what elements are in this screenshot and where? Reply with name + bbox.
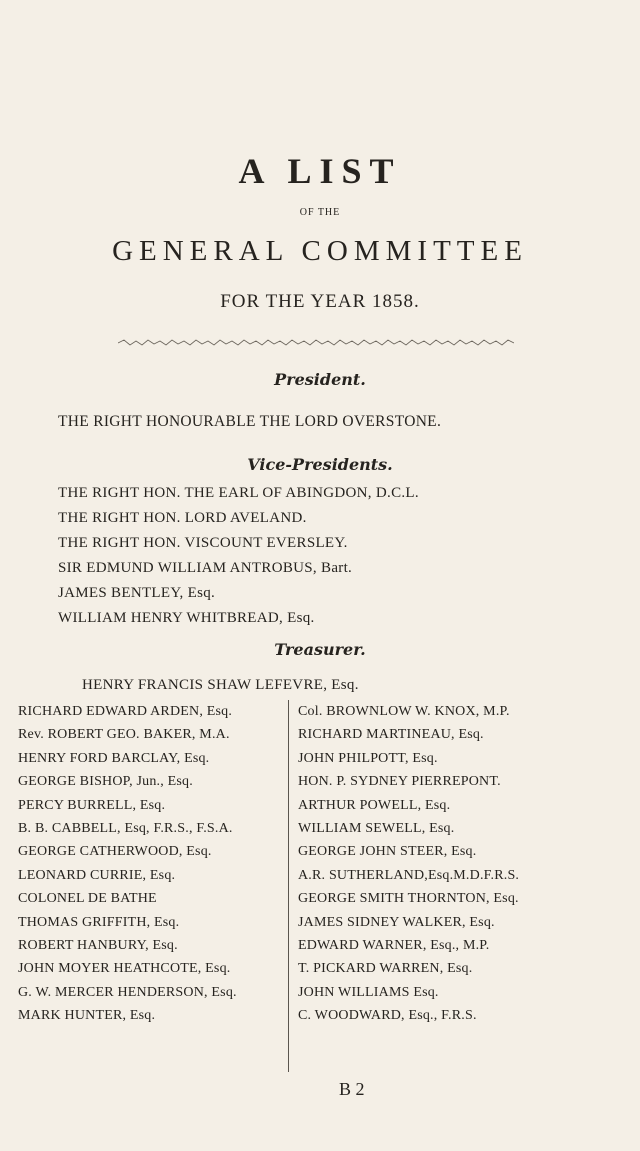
column-divider	[288, 700, 289, 1072]
member-name: HENRY FORD BARCLAY, Esq.	[18, 750, 210, 766]
vice-president-name: THE RIGHT HON. THE EARL OF ABINGDON, D.C.L.	[58, 485, 419, 501]
member-name: JOHN WILLIAMS Esq.	[298, 984, 439, 1000]
member-name: LEONARD CURRIE, Esq.	[18, 867, 176, 883]
vice-president-name: JAMES BENTLEY, Esq.	[58, 585, 216, 601]
vice-presidents-heading: Vice-Presidents.	[247, 455, 393, 474]
page-title: A LIST	[238, 151, 402, 191]
signature-mark: B 2	[339, 1079, 365, 1099]
member-name: JOHN PHILPOTT, Esq.	[298, 750, 438, 766]
member-name: COLONEL DE BATHE	[18, 891, 157, 907]
member-name: T. PICKARD WARREN, Esq.	[298, 961, 473, 977]
member-name: EDWARD WARNER, Esq., M.P.	[298, 937, 490, 953]
vice-president-name: SIR EDMUND WILLIAM ANTROBUS, Bart.	[58, 560, 353, 576]
president-name: THE RIGHT HONOURABLE THE LORD OVERSTONE.	[58, 413, 442, 430]
member-name: HON. P. SYDNEY PIERREPONT.	[298, 774, 501, 790]
vice-president-name: THE RIGHT HON. VISCOUNT EVERSLEY.	[58, 535, 348, 551]
member-name: GEORGE BISHOP, Jun., Esq.	[18, 774, 193, 790]
of-the-text: OF THE	[299, 207, 341, 218]
member-name: RICHARD EDWARD ARDEN, Esq.	[18, 704, 233, 719]
member-name: A.R. SUTHERLAND,Esq.M.D.F.R.S.	[298, 867, 520, 883]
vice-president-name: WILLIAM HENRY WHITBREAD, Esq.	[58, 610, 315, 626]
members-left-column	[18, 704, 290, 1031]
member-name: Rev. ROBERT GEO. BAKER, M.A.	[18, 727, 230, 743]
member-name: Col. BROWNLOW W. KNOX, M.P.	[298, 704, 510, 719]
member-name: GEORGE SMITH THORNTON, Esq.	[298, 891, 519, 907]
member-name: ROBERT HANBURY, Esq.	[18, 937, 178, 953]
treasurer-name: HENRY FRANCIS SHAW LEFEVRE, Esq.	[82, 677, 359, 693]
president-heading: President.	[274, 370, 366, 389]
member-name: WILLIAM SEWELL, Esq.	[298, 820, 455, 836]
year-line: FOR THE YEAR 1858.	[220, 291, 420, 312]
member-name: MARK HUNTER, Esq.	[18, 1008, 156, 1024]
treasurer-heading: Treasurer.	[274, 640, 366, 659]
member-name: PERCY BURRELL, Esq.	[18, 797, 166, 813]
member-name: JOHN MOYER HEATHCOTE, Esq.	[18, 961, 231, 977]
member-name: C. WOODWARD, Esq., F.R.S.	[298, 1008, 477, 1024]
members-right-column	[298, 704, 628, 1031]
member-name: B. B. CABBELL, Esq, F.R.S., F.S.A.	[18, 820, 233, 836]
member-name: G. W. MERCER HENDERSON, Esq.	[18, 984, 237, 1000]
member-name: THOMAS GRIFFITH, Esq.	[18, 914, 180, 930]
member-name: JAMES SIDNEY WALKER, Esq.	[298, 914, 495, 930]
committee-title: GENERAL COMMITTEE	[112, 235, 528, 267]
member-name: RICHARD MARTINEAU, Esq.	[298, 727, 484, 743]
member-name: GEORGE JOHN STEER, Esq.	[298, 844, 477, 860]
member-name: ARTHUR POWELL, Esq.	[298, 797, 451, 813]
vice-president-name: THE RIGHT HON. LORD AVELAND.	[58, 510, 307, 526]
ornamental-rule	[118, 336, 514, 350]
member-name: GEORGE CATHERWOOD, Esq.	[18, 844, 212, 860]
